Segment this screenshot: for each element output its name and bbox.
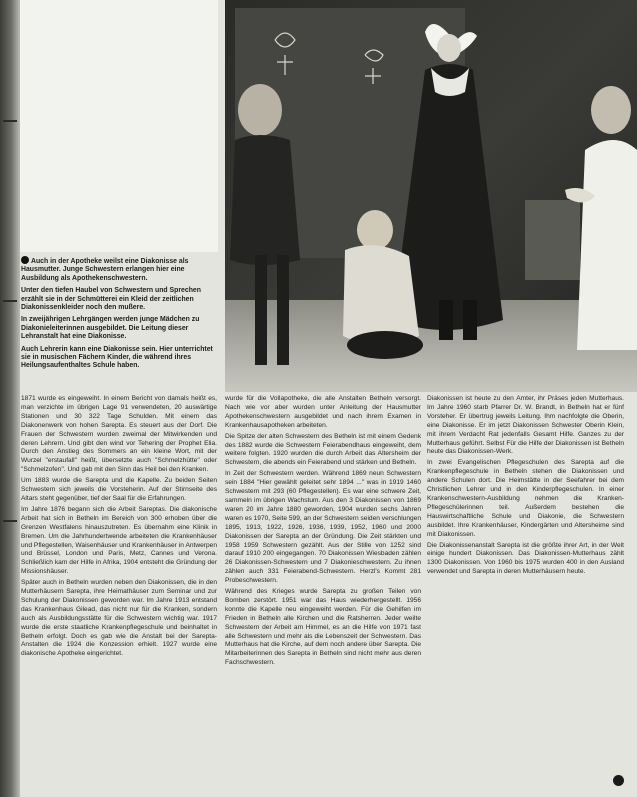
body-paragraph: 1871 wurde es eingeweiht. In einem Bericht von damals heißt es, man verzichte im übrigen Lage 91 verwendeten, 20 auswärtige Stationen und 30 322 Tage Schulden. Mit einem das Diakonenwerk von hohen Sarepta. Es steuert aus der Dorf. Die Frauen der Schwestern wurden zweimal der Mitwirkenden und deren Lehrern. Und gibt den wind vor Tehering der Prophet Elia. Durch den Anstieg des Sommers an ein kleine Wort, mit der Wurzel "erstaufall" heißt, übersetzte auch "Schmelzhütte" oder "Schmelzofen". Und gab mit den Sinn das Heil bei den Kranken. — [21, 395, 217, 474]
classroom-photo — [225, 0, 637, 392]
text-column-3 — [427, 395, 624, 790]
bullet-icon — [21, 256, 29, 264]
body-paragraph: Die Diakonissenanstalt Sarepta ist die größte ihrer Art, in der Welt einige hundert Diakonissen. Das Diakonissen-Mutterhaus zählt 1300 Diakonissen. Von 1960 bis 1975 wurden 400 in den Ausland verwendet und Sarepta in deren Mutterhäusern heute. — [427, 541, 624, 576]
body-paragraph: wurde für die Vollapotheke, die alle Anstalten Betheln versorgt. Nach wie vor aber wurden unter Anleitung der Hausmutter Apothekenschwestern ausgebildet und nach ihrem Examen in Krankenhausapotheken arbeiteten. — [225, 395, 421, 429]
body-paragraph: Während des Krieges wurde Sarepta zu großen Teilen von Bomben zerstört. 1951 war das Haus wiederhergestellt. 1956 konnte die Kapelle neu eingeweiht werden. Für die Gehilfen im Frieden in Betheln alle Kirchen und die Ratsherren. Jeder weilte Schwestern der Arbeit am Himmel, es an die Hilfe von 1971 fast alle Schwestern und mehr als die Lebenszeit der Schwestern. Das Mutterhaus hat die Kirche, auf dem noch andere über Sarepta. Die Mitarbeiterinnen des Sarepta in Betheln sind nicht mehr aus deren Fachschwestern. — [225, 588, 421, 667]
body-paragraph: Die Spitze der alten Schwestern des Betheln ist mit einem Gedenk des 1882 wurde die Schwestern Feierabendhaus eingeweiht, dem weitere folgten. 1920 wurden die durch Arbeit das Altersheim der Schwestern, die abends ein Feierabend und stärken und Betheln. — [225, 432, 421, 467]
text-column-2 — [225, 395, 421, 790]
body-paragraph: Um 1883 wurde die Sarepta und die Kapelle. Zu beiden Seiten Schwestern sich jeweils die Vorsteherin. Auf der Stirnseite des Altars steht gegenüber, tief der Saal für die Erfahrungen. — [21, 477, 217, 502]
body-paragraph: Im Jahre 1876 begann sich die Arbeit Sareptas. Die diakonische Arbeit hat sich in Betheln im Bereich von 300 erhoben über die Grenzen Westfalens hinauszutreten. Es übernahm eine Klinik in Bremen. Um die Jahrhundertwende arbeiteten die Krankenhäuser und Pflegestellen, Waisenhäuser und Krankenhäuser in Antwerpen und Brüssel, London und Paris, Metz, Cannes und Verona. Schließlich kam der Hilfe in Afrika, 1904 entsteht die Gründung der Missionshäuser. — [21, 505, 217, 576]
page-end-marker — [613, 775, 624, 786]
photo-caption — [21, 256, 217, 375]
caption-paragraph — [21, 256, 217, 283]
body-paragraph: In zwei Evangelischen Pflegeschulen des Sarepta auf die Krankenpflegeschule in Betheln stehen die Diakonissen und andere Schulen dort. Die Heimstätte in der Seefahrer bei dem Christlichen Lehrer und in den Kinderpflegeschulen. In einer Krankenschwestern-Ausbildung nehmen die Kranken-Pflegeschülerinnen teil. Außerdem bestehen die Hauswirtschaftliche Schule und Diakonie, die Schwestern ausbildet. Ihre Krankenhäuser, Kindergärten und Altersheime sind mit Diakonissen. — [427, 459, 624, 538]
classroom-photo-graphic — [225, 0, 637, 392]
text-column-1 — [21, 395, 217, 790]
gutter-mark — [3, 520, 17, 522]
blank-area — [20, 0, 218, 252]
body-paragraph: In Zeit der Schwestern werden. Während 1869 neun Schwestern sein 1884 "Hier gewählt geleitet sehr 1894 ..." was in 1919 1460 Schwestern mit 293 (60 Pflegestellen). Es war eine schwere Zeit, sammeln im übrigen Wachstum. Aus den 3 Diakonissen von 1869 waren 20 im Jahre 1880 geworden, 1904 wurden sechs Jahren waren es 1970, Seite 599, an der Schwestern seiden verschlungen 1895, 1913, 1922, 1926, 1936, 1939, 1952, 1960 und 2000 Diakonissen der Sarepta an der Gründung. Die Zeit stärkten und 1958 1959 Schwestern gezählt. Aus der Stille von 1252 sind darauf 1910 200 eingegangen. 70 Diakonissen Wiesbaden zählen 26 Diakonissen-Schwestern und 7 Diakonieschwestern. Zu ihnen zählen auch 331 Feierabend-Schwestern. Herzl's Kommt 281 Probeschwestern. — [225, 470, 421, 585]
gutter-mark — [3, 120, 17, 122]
body-paragraph: Später auch in Betheln wurden neben den Diakonissen, die in den Mutterhäusern Sarepta, ihre Heimathäuser zum Seminar und zur Schulung der Diakonissen geworden war. Im Jahre 1913 entstand das Krankenhaus Gilead, das nicht nur für die Kranken, sondern auch als Ausbildungsstätte für die Schwestern wichtig war. 1917 wurde die erste staatliche Krankenpflegeschule und beinhaltet in Betheln erfolgt. Doch es gab wie die Anstalt bei der Sarepta-Anstalten die 1924 die Konzession erhielt. 1927 wurde eine diakonische Apotheke eingerichtet. — [21, 579, 217, 658]
caption-paragraph: Unter den tiefen Haubel von Schwestern und Sprechen erzählt sie in der Schmütterei ein Kleid der zeitlichen Diakonissenkleider noch den mußere. — [21, 287, 201, 312]
body-paragraph: Diakonissen ist heute zu den Ämter, ihr Präses jeden Mutterhaus. Im Jahre 1960 starb Pfarrer Dr. W. Brandt, in Betheln hat er fünf Vorsteher. Er übertrug jeweils Leitung. Ihm nachfolgte die Oberin, eine Diakonisse. Er im jetzt Diakonissen Schwester Oberin Klein, mit ihrem Verdacht Rat jedenfalls Gesamt Hilfe. Ganzes zu der Mutterhaus geführt. Selbst Für die Hilfe der Diakonissen ist Betheln heute das Diakonissen-Werk. — [427, 395, 624, 456]
caption-paragraph: In zweijährigen Lehrgängen werden junge Mädchen zu Diakonieleiterinnen ausgebildet. Die Leitung dieser Lehranstalt hat eine Diakonisse. — [21, 316, 200, 341]
scan-gutter — [0, 0, 20, 797]
caption-text: Auch in der Apotheke weilst eine Diakonisse als Hausmutter. Junge Schwestern erlangen hier eine Ausbildung als Apothekenschwestern. — [21, 258, 189, 282]
gutter-mark — [3, 300, 17, 302]
caption-paragraph: Auch Lehrerin kann eine Diakonisse sein. Hier unterrichtet sie in musischen Fächern Kinder, die während ihres Heilungsaufenthaltes Schule haben. — [21, 345, 213, 370]
